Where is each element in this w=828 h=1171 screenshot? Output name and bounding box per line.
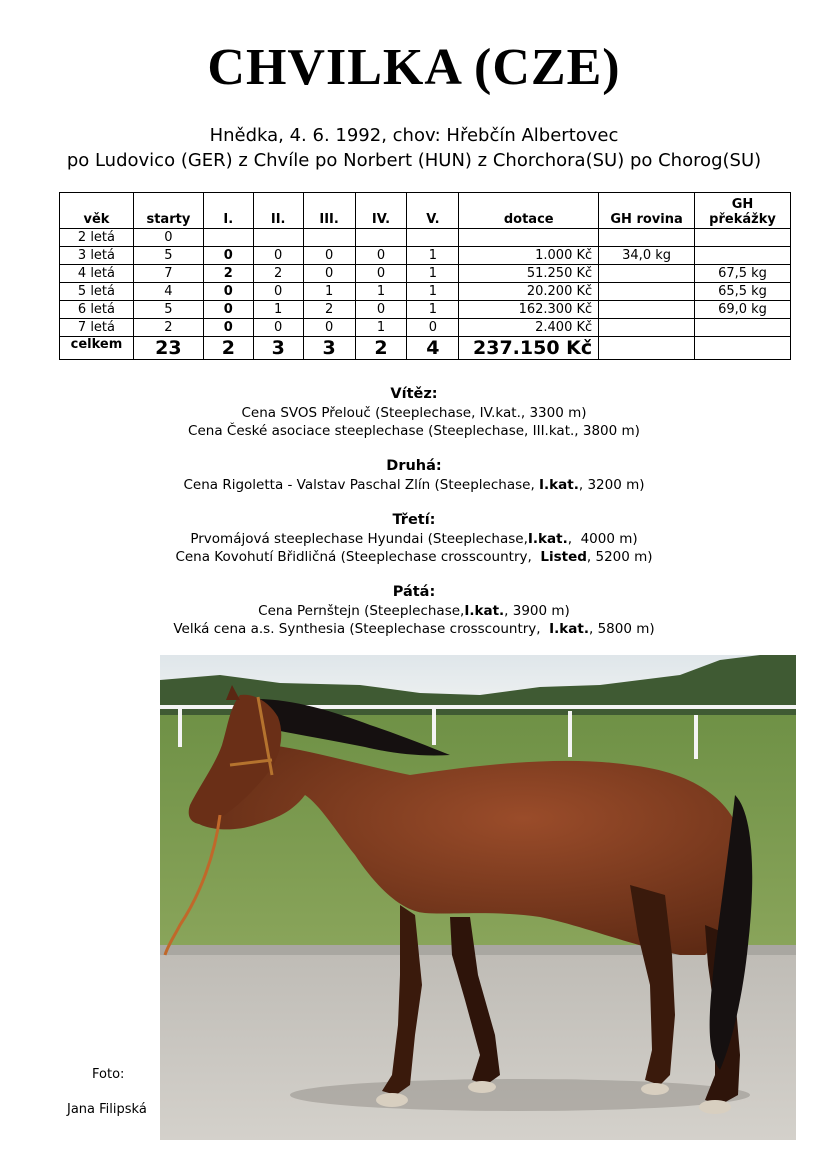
table-cell: 237.150 Kč — [459, 337, 599, 360]
table-cell: 1 — [303, 283, 355, 301]
race-group-heading: Druhá: — [386, 458, 442, 474]
table-cell: 0 — [303, 265, 355, 283]
subtitle-pedigree: po Ludovico (GER) z Chvíle po Norbert (HUN) z Chorchora(SU) po Chorog(SU) — [66, 150, 762, 171]
table-cell: 6 letá — [60, 301, 134, 319]
race-text-suffix: , 5200 m) — [586, 549, 653, 565]
race-category: I.kat. — [464, 603, 505, 619]
column-header: dotace — [459, 193, 599, 229]
table-cell: 34,0 kg — [599, 247, 695, 265]
table-cell — [599, 229, 695, 247]
table-row — [60, 247, 791, 265]
table-cell: 1 — [407, 247, 459, 265]
race-category: I.kat. — [539, 477, 579, 493]
table-cell: 1 — [407, 301, 459, 319]
table-cell: 2 — [355, 337, 407, 360]
table-cell — [695, 247, 791, 265]
table-row — [60, 229, 791, 247]
race-group-heading: Třetí: — [392, 512, 436, 528]
race-results — [0, 384, 828, 654]
race-line — [0, 476, 828, 494]
table-cell: 0 — [203, 301, 253, 319]
table-cell: 0 — [355, 301, 407, 319]
photo-credit-author: Jana Filipská — [67, 1102, 147, 1117]
table-cell: 7 — [133, 265, 203, 283]
table-cell: 0 — [253, 283, 303, 301]
table-cell: 162.300 Kč — [459, 301, 599, 319]
horse-photo-image — [160, 655, 796, 1140]
table-cell — [695, 337, 791, 360]
table-cell: 0 — [355, 247, 407, 265]
subtitle-breeding: Hnědka, 4. 6. 1992, chov: Hřebčín Albertovec — [209, 125, 619, 146]
column-header: GH rovina — [599, 193, 695, 229]
column-header: GH překážky — [695, 193, 791, 229]
table-cell: 4 letá — [60, 265, 134, 283]
table-cell — [599, 301, 695, 319]
table-cell: 1 — [355, 283, 407, 301]
table-cell — [599, 319, 695, 337]
results-table — [59, 192, 791, 360]
race-text-suffix: , 5800 m) — [588, 621, 655, 637]
table-cell: 2 — [303, 301, 355, 319]
table-cell: 1 — [407, 265, 459, 283]
table-cell — [459, 229, 599, 247]
table-cell: 4 — [133, 283, 203, 301]
table-cell: 0 — [203, 319, 253, 337]
table-cell — [253, 229, 303, 247]
table-cell: 5 — [133, 247, 203, 265]
page-title: CHVILKA (CZE) — [207, 39, 621, 96]
table-cell: 65,5 kg — [695, 283, 791, 301]
race-text: Velká cena a.s. Synthesia (Steeplechase crosscountry, — [173, 621, 550, 637]
race-line — [0, 530, 828, 548]
race-group-heading: Vítěz: — [390, 386, 438, 402]
table-cell: 51.250 Kč — [459, 265, 599, 283]
race-text: Cena Rigoletta - Valstav Paschal Zlín (Steeplechase, — [183, 477, 540, 493]
table-body — [60, 229, 791, 360]
column-header: starty — [133, 193, 203, 229]
table-cell: 0 — [355, 265, 407, 283]
table-cell: 1 — [253, 301, 303, 319]
table-cell: 3 — [303, 337, 355, 360]
table-cell: 1.000 Kč — [459, 247, 599, 265]
table-cell: 3 letá — [60, 247, 134, 265]
race-line — [0, 548, 828, 566]
table-cell: 3 — [253, 337, 303, 360]
table-cell — [599, 265, 695, 283]
race-line — [0, 620, 828, 638]
column-header: I. — [203, 193, 253, 229]
table-cell: 23 — [133, 337, 203, 360]
race-text-suffix: , 3200 m) — [578, 477, 645, 493]
table-cell: 0 — [253, 247, 303, 265]
table-cell: 67,5 kg — [695, 265, 791, 283]
race-group — [0, 510, 828, 566]
table-row — [60, 301, 791, 319]
table-cell — [695, 319, 791, 337]
table-cell — [203, 229, 253, 247]
race-line — [0, 422, 828, 440]
table-cell: 1 — [407, 283, 459, 301]
race-category: I.kat. — [549, 621, 589, 637]
table-cell: 2.400 Kč — [459, 319, 599, 337]
table-cell — [695, 229, 791, 247]
table-cell: 2 letá — [60, 229, 134, 247]
table-row — [60, 283, 791, 301]
table-cell: 5 — [133, 301, 203, 319]
table-cell: 0 — [253, 319, 303, 337]
column-header: věk — [60, 193, 134, 229]
table-cell: 0 — [203, 283, 253, 301]
race-text: Prvomájová steeplechase Hyundai (Steeplechase, — [190, 531, 528, 547]
table-cell — [599, 337, 695, 360]
race-category: I.kat. — [527, 531, 568, 547]
table-row — [60, 265, 791, 283]
table-cell: 0 — [407, 319, 459, 337]
race-text: Cena Kovohutí Břidličná (Steeplechase crosscountry, — [175, 549, 541, 565]
table-cell: 20.200 Kč — [459, 283, 599, 301]
race-text: Cena SVOS Přelouč (Steeplechase, IV.kat., 3300 m) — [241, 405, 587, 421]
race-category: Listed — [540, 549, 587, 565]
column-header: IV. — [355, 193, 407, 229]
race-text-suffix: , 3900 m) — [504, 603, 570, 619]
column-header: II. — [253, 193, 303, 229]
table-cell: 2 — [253, 265, 303, 283]
table-cell — [303, 229, 355, 247]
table-cell: 5 letá — [60, 283, 134, 301]
table-cell: 0 — [303, 247, 355, 265]
column-header: V. — [407, 193, 459, 229]
table-cell: 0 — [303, 319, 355, 337]
table-cell: 2 — [133, 319, 203, 337]
photo-credit-label: Foto: — [92, 1067, 125, 1082]
column-header: III. — [303, 193, 355, 229]
race-line — [0, 602, 828, 620]
table-cell: 0 — [203, 247, 253, 265]
race-line — [0, 404, 828, 422]
race-group-heading: Pátá: — [392, 584, 436, 600]
table-cell: 7 letá — [60, 319, 134, 337]
table-total-row — [60, 337, 791, 360]
table-cell — [407, 229, 459, 247]
race-text: Cena Pernštejn (Steeplechase, — [258, 603, 465, 619]
table-row — [60, 319, 791, 337]
table-cell — [599, 283, 695, 301]
table-header-row — [60, 193, 791, 229]
race-group — [0, 456, 828, 494]
table-cell: 2 — [203, 265, 253, 283]
horse-photo — [160, 655, 796, 1140]
table-cell — [355, 229, 407, 247]
table-cell: celkem — [60, 337, 134, 360]
table-cell: 1 — [355, 319, 407, 337]
table-cell: 2 — [203, 337, 253, 360]
race-group — [0, 384, 828, 440]
table-cell: 69,0 kg — [695, 301, 791, 319]
table-cell: 0 — [133, 229, 203, 247]
race-text: Cena České asociace steeplechase (Steeplechase, III.kat., 3800 m) — [188, 423, 640, 439]
race-text-suffix: , 4000 m) — [567, 531, 638, 547]
table-cell: 4 — [407, 337, 459, 360]
race-group — [0, 582, 828, 638]
